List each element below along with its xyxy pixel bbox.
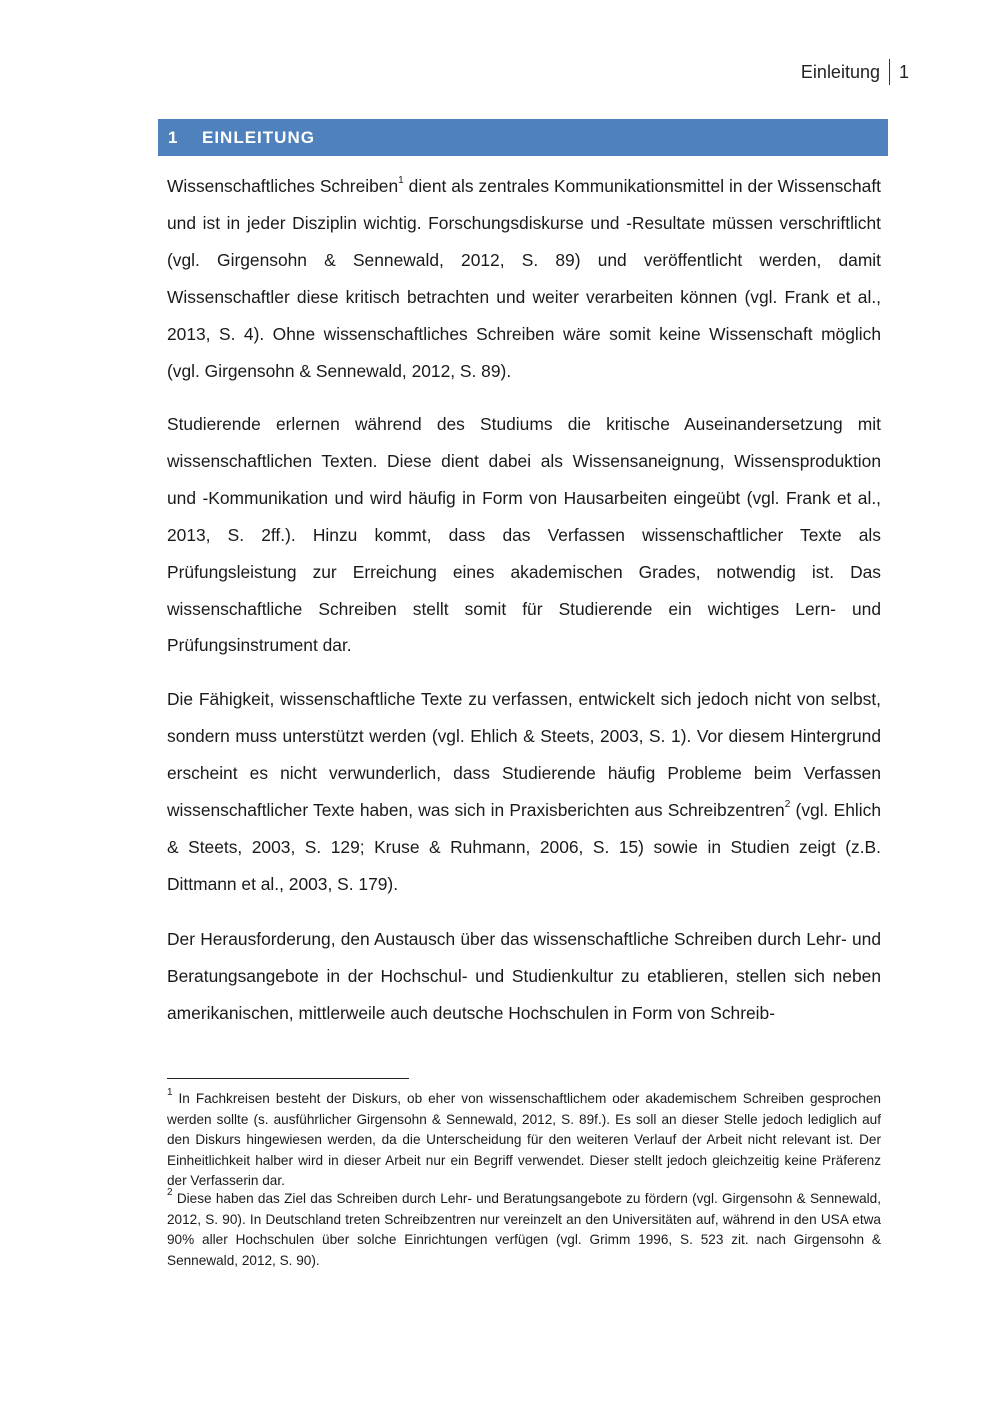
body-paragraph-1 bbox=[167, 168, 881, 389]
chapter-heading bbox=[158, 119, 888, 156]
footnote-reference-2[interactable]: 2 bbox=[784, 798, 791, 810]
footnote-separator bbox=[167, 1078, 409, 1079]
header-page-number: 1 bbox=[898, 61, 909, 82]
running-header bbox=[801, 58, 909, 86]
chapter-title: EINLEITUNG bbox=[202, 127, 315, 147]
body-paragraph-3 bbox=[167, 681, 881, 902]
body-paragraph-2: Studierende erlernen während des Studiums die kritische Auseinandersetzung mit wissenschaftlichen Texten. Diese dient dabei als Wissensaneignung, Wissensproduktion und -Kommunikation und wird häufig in Form von Hausarbeiten eingeübt (vgl. Frank et al., 2013, S. 2ff.). Hinzu kommt, dass das Verfassen wissenschaftlicher Texte als Prüfungsleistung zur Erreichung eines akademischen Grades, notwendig ist. Das wissenschaftliche Schreiben stellt somit für Studierende ein wichtiges Lern- und Prüfungsinstrument dar. bbox=[167, 414, 881, 656]
paragraph-text: Die Fähigkeit, wissenschaftliche Texte zu verfassen, entwickelt sich jedoch nicht von selbst, sondern muss unterstützt werden (vgl. Ehlich & Steets, 2003, S. 1). Vor diesem Hintergrund erscheint es nicht verwunderlich, dass Studierende häufig Probleme beim Verfassen wissenschaftlicher Texte haben, was sich in Praxisberichten aus Schreibzentren bbox=[167, 689, 881, 820]
footnote-text: In Fachkreisen besteht der Diskurs, ob eher von wissenschaftlichem oder akademischem Schreiben gesprochen werden sollte (s. ausführlicher Girgensohn & Sennewald, 2012, S. 89f.). Es soll an dieser Stelle jedoch lediglich auf den Diskurs hingewiesen werden, da die Unterscheidung für den weiteren Verlauf der Arbeit nicht relevant ist. Der Einheitlichkeit halber wird in dieser Arbeit nur ein Begriff verwendet. Dieser stellt jedoch gleichzeitig keine Präferenz der Verfasserin dar. bbox=[167, 1091, 881, 1188]
footnote-marker: 2 bbox=[167, 1187, 173, 1199]
chapter-number: 1 bbox=[168, 127, 179, 147]
footnote-2 bbox=[167, 1189, 881, 1271]
footnote-marker: 1 bbox=[167, 1087, 173, 1099]
footnote-reference-1[interactable]: 1 bbox=[398, 175, 404, 187]
paragraph-text: Wissenschaftliches Schreiben bbox=[167, 176, 399, 196]
footnote-1 bbox=[167, 1089, 881, 1192]
header-section-title: Einleitung bbox=[800, 61, 880, 82]
header-divider bbox=[889, 59, 890, 85]
footnote-text: Diese haben das Ziel das Schreiben durch Lehr- und Beratungsangebote zu fördern (vgl. Girgensohn & Sennewald, 2012, S. 90). In Deutschland treten Schreibzentren nur vereinzelt an den Universitäten auf, während in den USA etwa 90% aller Hochschulen über solche Einrichtungen verfügen (vgl. Grimm 1996, S. 523 zit. nach Girgensohn & Sennewald, 2012, S. 90). bbox=[167, 1191, 881, 1268]
paragraph-text: dient als zentrales Kommunikationsmittel in der Wissenschaft und ist in jeder Disziplin wichtig. Forschungsdiskurse und -Resultate müssen verschriftlicht (vgl. Girgensohn & Sennewald, 2012, S. 89) und veröffentlicht werden, damit Wissenschaftler diese kritisch betrachten und weiter verarbeiten können (vgl. Frank et al., 2013, S. 4). Ohne wissenschaftliches Schreiben wäre somit keine Wissenschaft möglich (vgl. Girgensohn & Sennewald, 2012, S. 89). bbox=[167, 176, 882, 381]
body-paragraph-4: Der Herausforderung, den Austausch über das wissenschaftliche Schreiben durch Lehr- und Beratungsangebote in der Hochschul- und Studienkultur zu etablieren, stellen sich neben amerikanischen, mittlerweile auch deutsche Hochschulen in Form von Schreib- bbox=[167, 929, 881, 1023]
paragraph-text: (vgl. Ehlich & Steets, 2003, S. 129; Kruse & Ruhmann, 2006, S. 15) sowie in Studien zeigt (z.B. Dittmann et al., 2003, S. 179). bbox=[167, 799, 881, 894]
